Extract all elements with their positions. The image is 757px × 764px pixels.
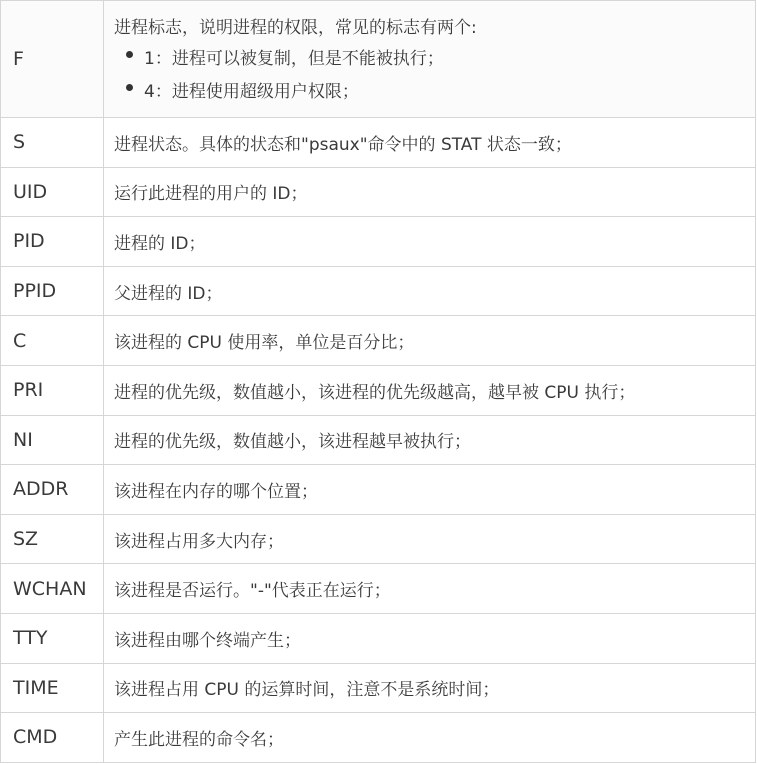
flag-item-text: 1：进程可以被复制，但是不能被执行； <box>144 48 444 69</box>
field-description-cell: 该进程的 CPU 使用率，单位是百分比； <box>104 316 756 366</box>
field-description-cell <box>104 1 756 118</box>
field-description-cell: 该进程占用 CPU 的运算时间，注意不是系统时间； <box>104 663 756 713</box>
bullet-icon <box>126 84 133 91</box>
field-name-cell: CMD <box>1 713 104 763</box>
table-row <box>1 365 756 415</box>
flag-list-item <box>126 77 755 102</box>
field-name-cell: UID <box>1 167 104 217</box>
table-row <box>1 465 756 515</box>
field-description-cell: 该进程由哪个终端产生； <box>104 613 756 663</box>
field-name-cell: NI <box>1 415 104 465</box>
field-description-cell: 运行此进程的用户的 ID； <box>104 167 756 217</box>
bullet-icon <box>126 51 133 58</box>
field-description-cell: 进程状态。具体的状态和"psaux"命令中的 STAT 状态一致； <box>104 118 756 168</box>
field-description-cell: 进程的优先级，数值越小，该进程的优先级越高，越早被 CPU 执行； <box>104 365 756 415</box>
table-row <box>1 564 756 614</box>
field-description-cell: 该进程占用多大内存； <box>104 514 756 564</box>
field-name-cell: PID <box>1 217 104 267</box>
field-name-cell: PRI <box>1 365 104 415</box>
table-body <box>1 1 756 763</box>
table-row <box>1 118 756 168</box>
flag-intro-text: 进程标志，说明进程的权限，常见的标志有两个: <box>114 17 477 38</box>
table-row <box>1 167 756 217</box>
field-name-cell: WCHAN <box>1 564 104 614</box>
table-row <box>1 514 756 564</box>
table-row-f <box>1 1 756 118</box>
flag-item-text: 4：进程使用超级用户权限； <box>144 81 359 102</box>
field-description-cell: 该进程在内存的哪个位置； <box>104 465 756 515</box>
field-description-cell: 进程的 ID； <box>104 217 756 267</box>
field-name-cell: PPID <box>1 266 104 316</box>
table-row <box>1 613 756 663</box>
field-description-cell: 产生此进程的命令名； <box>104 713 756 763</box>
field-name-cell: TIME <box>1 663 104 713</box>
field-description-cell: 父进程的 ID； <box>104 266 756 316</box>
flag-list <box>114 44 755 102</box>
field-name-cell: F <box>1 1 104 118</box>
table-row <box>1 266 756 316</box>
table-row <box>1 316 756 366</box>
field-name-cell: S <box>1 118 104 168</box>
table-row <box>1 415 756 465</box>
table-row <box>1 217 756 267</box>
field-description-cell: 该进程是否运行。"-"代表正在运行； <box>104 564 756 614</box>
table-row <box>1 663 756 713</box>
flag-list-item <box>126 44 755 69</box>
field-name-cell: ADDR <box>1 465 104 515</box>
field-name-cell: SZ <box>1 514 104 564</box>
field-name-cell: C <box>1 316 104 366</box>
field-name-cell: TTY <box>1 613 104 663</box>
table-row <box>1 713 756 763</box>
field-description-cell: 进程的优先级，数值越小，该进程越早被执行； <box>104 415 756 465</box>
